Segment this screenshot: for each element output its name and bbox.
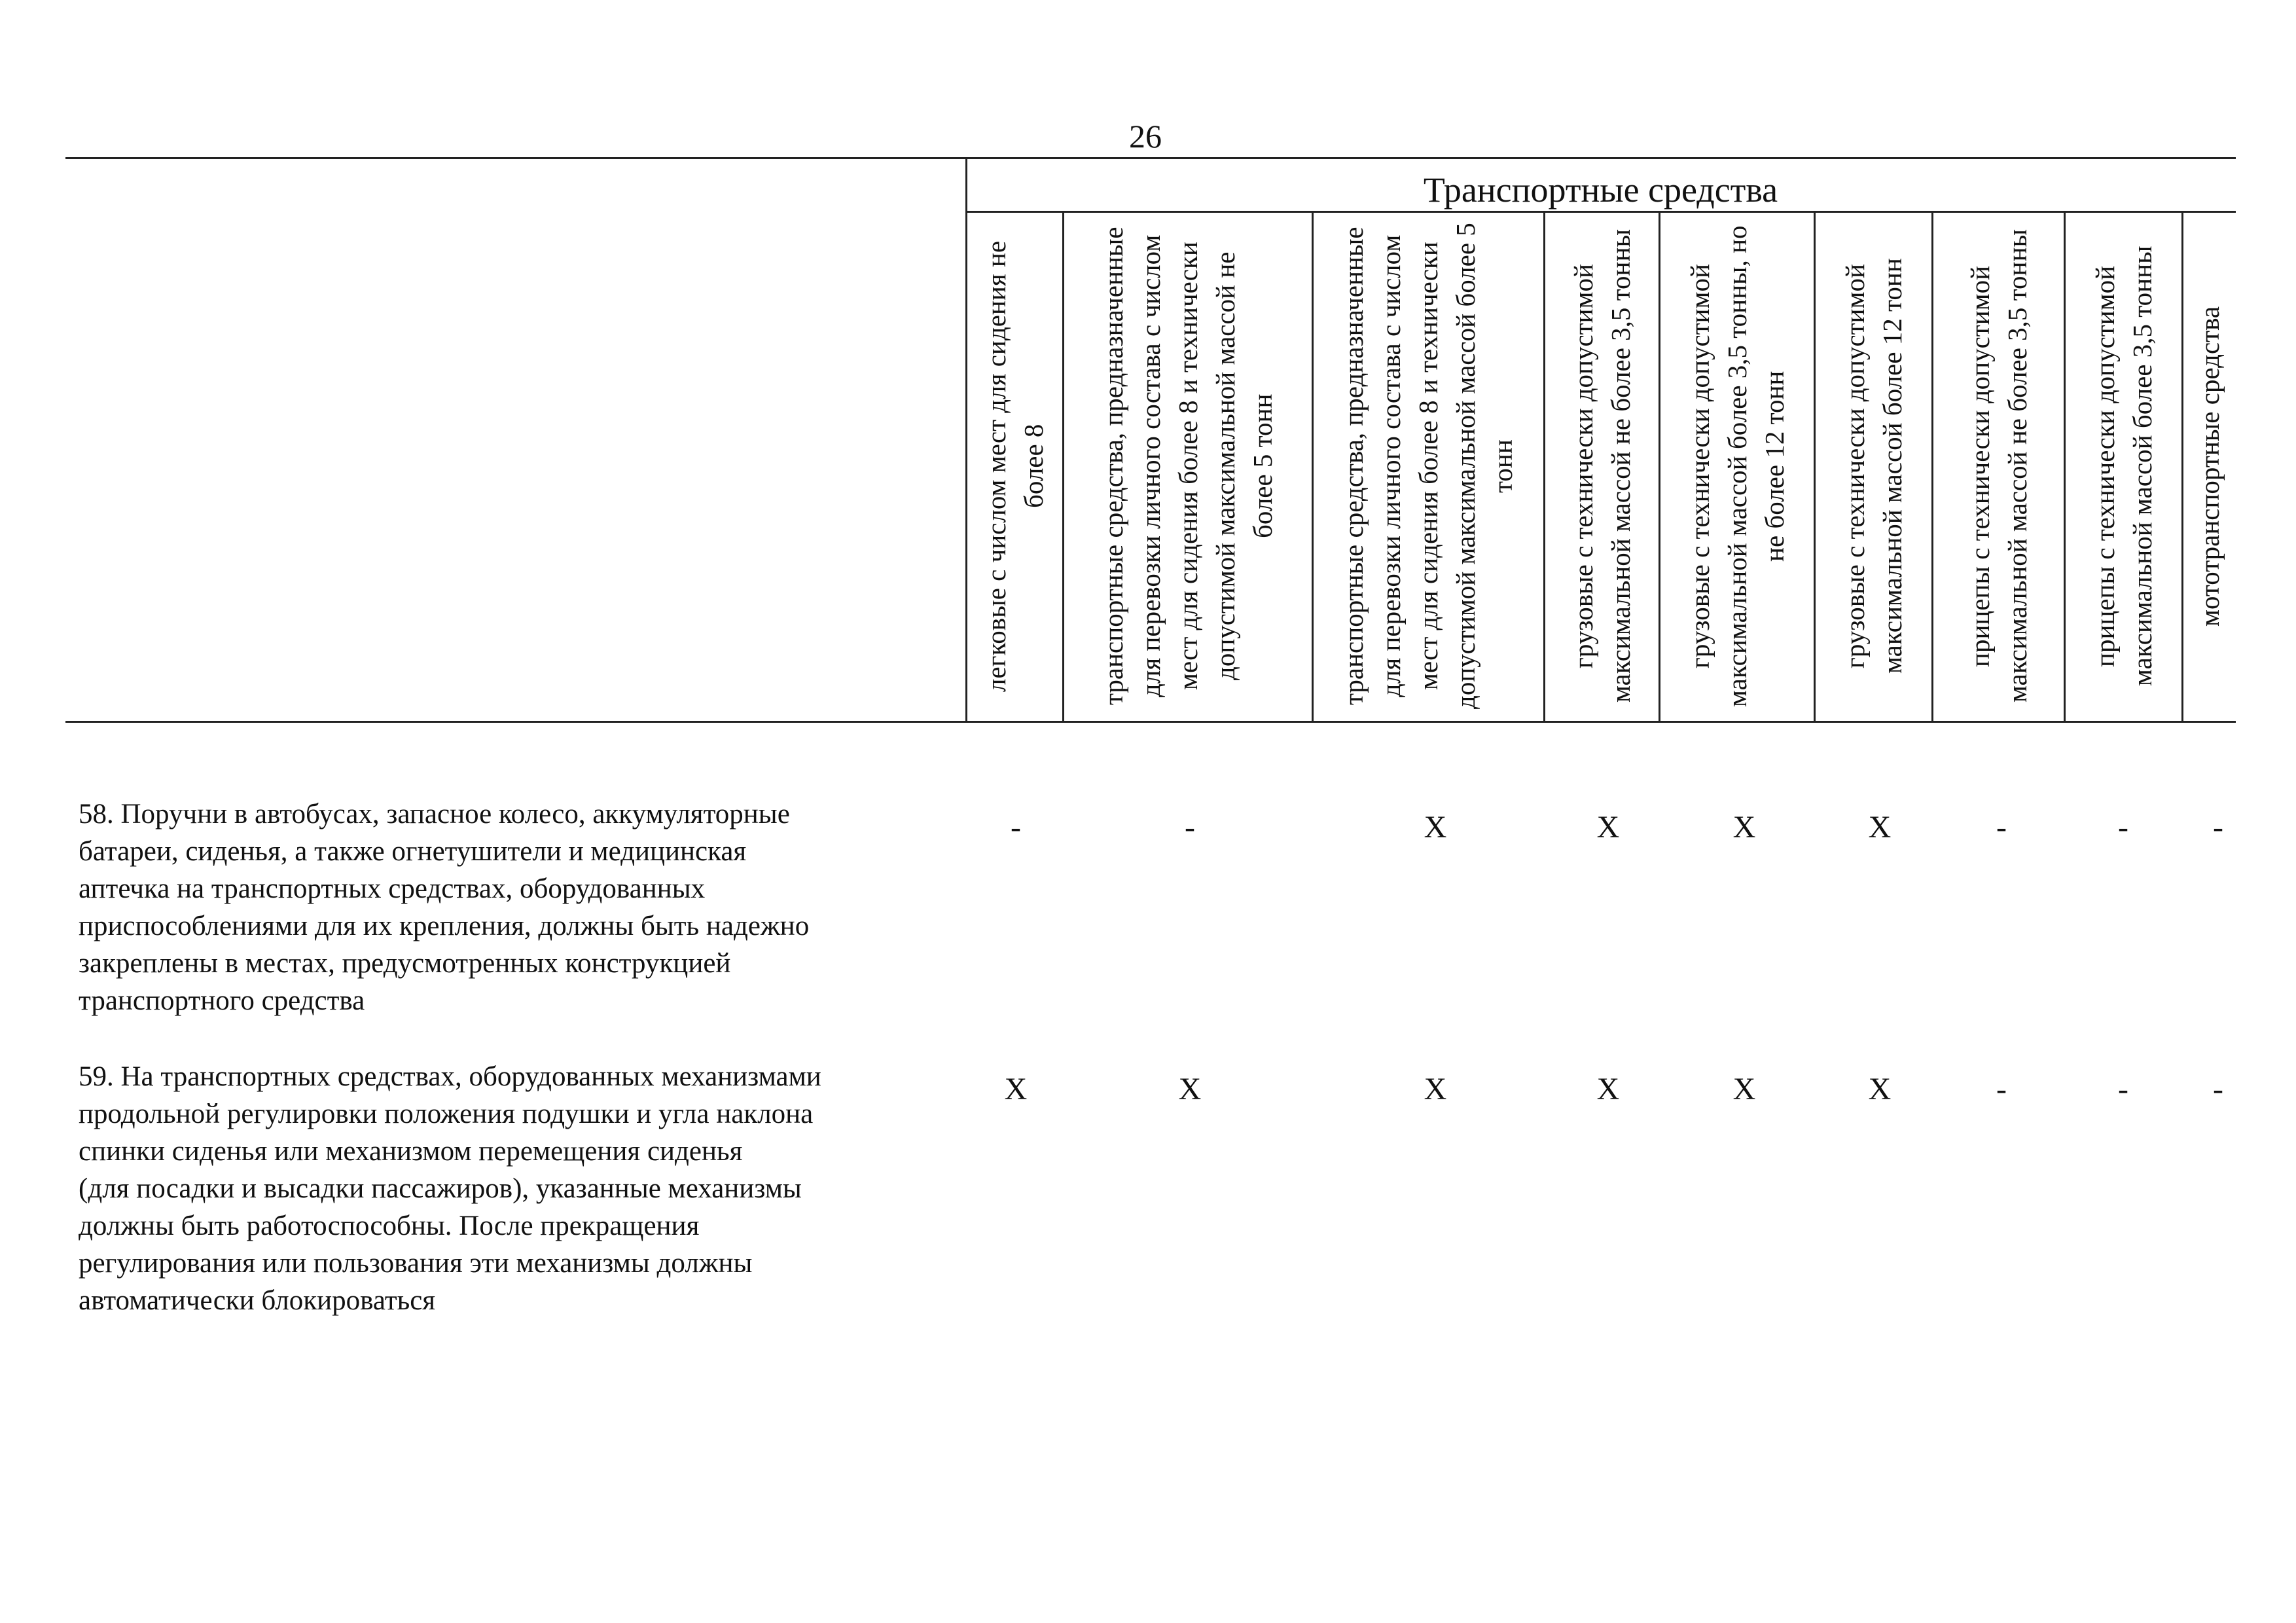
column-header-label: грузовые с технически допустимой максимальной массой не более 3,5 тонны bbox=[1568, 229, 1636, 702]
column-header-trailers-over-3-5t bbox=[2066, 211, 2181, 721]
table-header-bottom-rule bbox=[65, 721, 2236, 723]
row-59-mark: X bbox=[1178, 1072, 1202, 1106]
group-header: Транспортные средства bbox=[1423, 170, 1778, 210]
table-row-59-text: 59. На транспортных средствах, оборудованных механизмами продольной регулировки положения подушки и угла наклона спинки сиденья или механизмом перемещения сиденья (для посадки и высадки пассажиров), указанные механизмы должны быть работоспособны. После прекращения регулирования или пользования эти механизмы должны автоматически блокироваться bbox=[79, 1061, 821, 1316]
row-58-mark: - bbox=[1185, 810, 1195, 845]
row-59-mark: - bbox=[2213, 1072, 2223, 1106]
row-58-mark: X bbox=[1596, 810, 1620, 845]
column-header-passenger-cars bbox=[967, 211, 1062, 721]
column-header-motorcycles bbox=[2183, 211, 2236, 721]
row-58-mark: X bbox=[1868, 810, 1892, 845]
column-header-trailers-upto-3-5t bbox=[1933, 211, 2064, 721]
table-top-rule bbox=[65, 157, 2236, 159]
column-header-label: грузовые с технически допустимой максимальной массой более 3,5 тонны, но не более 12 тонн bbox=[1684, 225, 1789, 707]
row-58-mark: - bbox=[2213, 810, 2223, 845]
column-header-label: мототранспортные средства bbox=[2194, 305, 2225, 627]
row-59-mark: X bbox=[1424, 1072, 1447, 1106]
column-header-label: легковые с числом мест для сидения не более 8 bbox=[980, 240, 1049, 692]
row-59-mark: - bbox=[2118, 1072, 2128, 1106]
row-59-mark: X bbox=[1868, 1072, 1892, 1106]
column-header-trucks-over-12t bbox=[1816, 211, 1931, 721]
row-59-mark: X bbox=[1004, 1072, 1028, 1106]
row-58-mark: X bbox=[1424, 810, 1447, 845]
row-58-mark: - bbox=[1996, 810, 2007, 845]
row-59-mark: X bbox=[1596, 1072, 1620, 1106]
page-number: 26 bbox=[1129, 118, 1162, 155]
column-header-label: грузовые с технически допустимой максимальной массой более 12 тонн bbox=[1839, 258, 1907, 674]
row-58-mark: X bbox=[1732, 810, 1756, 845]
table-row-58-text: 58. Поручни в автобусах, запасное колесо, аккумуляторные батареи, сиденья, а также огнетушители и медицинская аптечка на транспортных средствах, оборудованных приспособлениями для их крепления, должны быть надежно закреплены в местах, предусмотренных конструкцией транспортного средства bbox=[79, 799, 810, 1016]
column-header-trucks-3-5-12t bbox=[1660, 211, 1814, 721]
column-header-trucks-upto-3-5t bbox=[1545, 211, 1659, 721]
row-58-mark: - bbox=[1011, 810, 1021, 845]
column-header-personnel-over-5t bbox=[1314, 211, 1543, 721]
row-59-mark: - bbox=[1996, 1072, 2007, 1106]
column-header-label: транспортные средства, предназначенные для перевозки личного состава с числом мест для сидения более 8 и технически допустимой максимальной массой более 5 тонн bbox=[1338, 223, 1518, 709]
column-header-personnel-upto-5t bbox=[1064, 211, 1312, 721]
column-header-label: прицепы с технически допустимой максимальной массой не более 3,5 тонны bbox=[1964, 229, 2032, 702]
column-header-label: транспортные средства, предназначенные для перевозки личного состава с числом мест для сидения более 8 и технически допустимой максимальной массой не более 5 тонн bbox=[1098, 227, 1278, 705]
column-header-label: прицепы с технически допустимой максимальной массой более 3,5 тонны bbox=[2089, 246, 2157, 686]
row-59-mark: X bbox=[1732, 1072, 1756, 1106]
row-58-mark: - bbox=[2118, 810, 2128, 845]
